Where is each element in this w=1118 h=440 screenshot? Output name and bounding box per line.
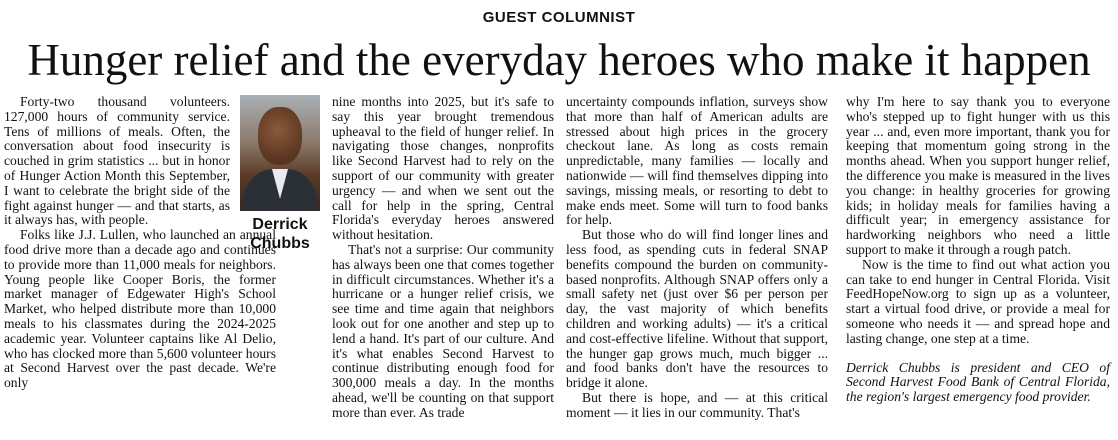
author-photo <box>240 95 320 211</box>
paragraph: Forty-two thousand volunteers. 127,000 hours of community service. Tens of millions of meals. Often, the conversation about food insecurity is couched in grim statistics ... but in honor of Hunger Action Month this September, I want to celebrate the bright side of the fight against hunger — and that starts, as it always has, with people. <box>4 94 230 228</box>
paragraph: uncertainty compounds inflation, surveys show that more than half of American adults are stressed about high prices in the grocery checkout lane. As long as costs remain unpredictable, many families — locally and nationwide — will find themselves dipping into savings, missing meals, or resorting to debt to make ends meet. Some will turn to food banks for help. <box>566 94 828 228</box>
author-photo-box <box>240 95 320 253</box>
paragraph: But those who do will find longer lines and less food, as spending cuts in federal SNAP benefits compound the burden on community-based nonprofits. Although SNAP offers only a small safety net (just over $6 per person per day, the vast majority of which benefits children and working adults) — it's a critical and cost-effective lifeline. Without that support, the hunger gap grows much, much bigger ... and food banks don't have the resources to bridge it alone. <box>566 227 828 391</box>
author-byline <box>240 215 320 253</box>
section-kicker: GUEST COLUMNIST <box>482 9 636 26</box>
author-bio: Derrick Chubbs is president and CEO of Second Harvest Food Bank of Central Florida, the region's largest emergency food provider. <box>846 359 1110 405</box>
paragraph: That's not a surprise: Our community has always been one that comes together in difficult circumstances. Whether it's a hurricane or a hunger relief crisis, we see time and time again that neighbors look out for one another and step up to lend a hand. It's part of our culture. And it's what enables Second Harvest to continue distributing enough food for 300,000 meals a day. In the months ahead, we'll be counting on that support more than ever. As trade <box>332 241 554 420</box>
article-column-2 <box>332 95 554 421</box>
author-last-name: Chubbs <box>250 235 310 252</box>
paragraph: why I'm here to say thank you to everyone who's stepped up to fight hunger with us this year ... and, even more important, thank you for keeping that momentum going strong in the months ahead. When you support hunger relief, the difference you make is measured in the lives you change: in healthy groceries for growing kids; in holiday meals for families having a difficult year; in emergency assistance for hardworking neighbors who need a little support to make it through a rough patch. <box>846 94 1110 257</box>
paragraph: Folks like J.J. Lullen, who launched an annual food drive more than a decade ago and continues to provide more than 11,000 meals for neighbors. Young people like Cooper Boris, the former market manager of Edgewater High's School Market, who helped distribute more than 10,000 meals to his classmates during the 2024-2025 academic year. Volunteer captains like Al Delio, who has clocked more than 5,600 volunteer hours at Second Harvest over the past decade. We're only <box>4 227 276 391</box>
author-first-name: Derrick <box>252 216 308 233</box>
article-column-3 <box>566 95 828 421</box>
paragraph: nine months into 2025, but it's safe to say this year brought tremendous upheaval to the field of hunger relief. In navigating those changes, nonprofits like Second Harvest had to rely on the support of our community with greater urgency — and when we sent out the call for help in the spring, Central Florida's everyday heroes answered without hesitation. <box>332 94 554 243</box>
paragraph: But there is hope, and — at this critical moment — it lies in our community. That's <box>566 389 828 420</box>
article-headline: Hunger relief and the everyday heroes who make it happen <box>27 35 1091 85</box>
paragraph: Now is the time to find out what action you can take to end hunger in Central Florida. Visit FeedHopeNow.org to sign up as a volunteer, start a virtual food drive, or provide a meal for someone who needs it — and spread hope and lasting change, one step at a time. <box>846 256 1110 346</box>
article-column-1 <box>4 95 276 391</box>
article-column-4 <box>846 95 1110 405</box>
